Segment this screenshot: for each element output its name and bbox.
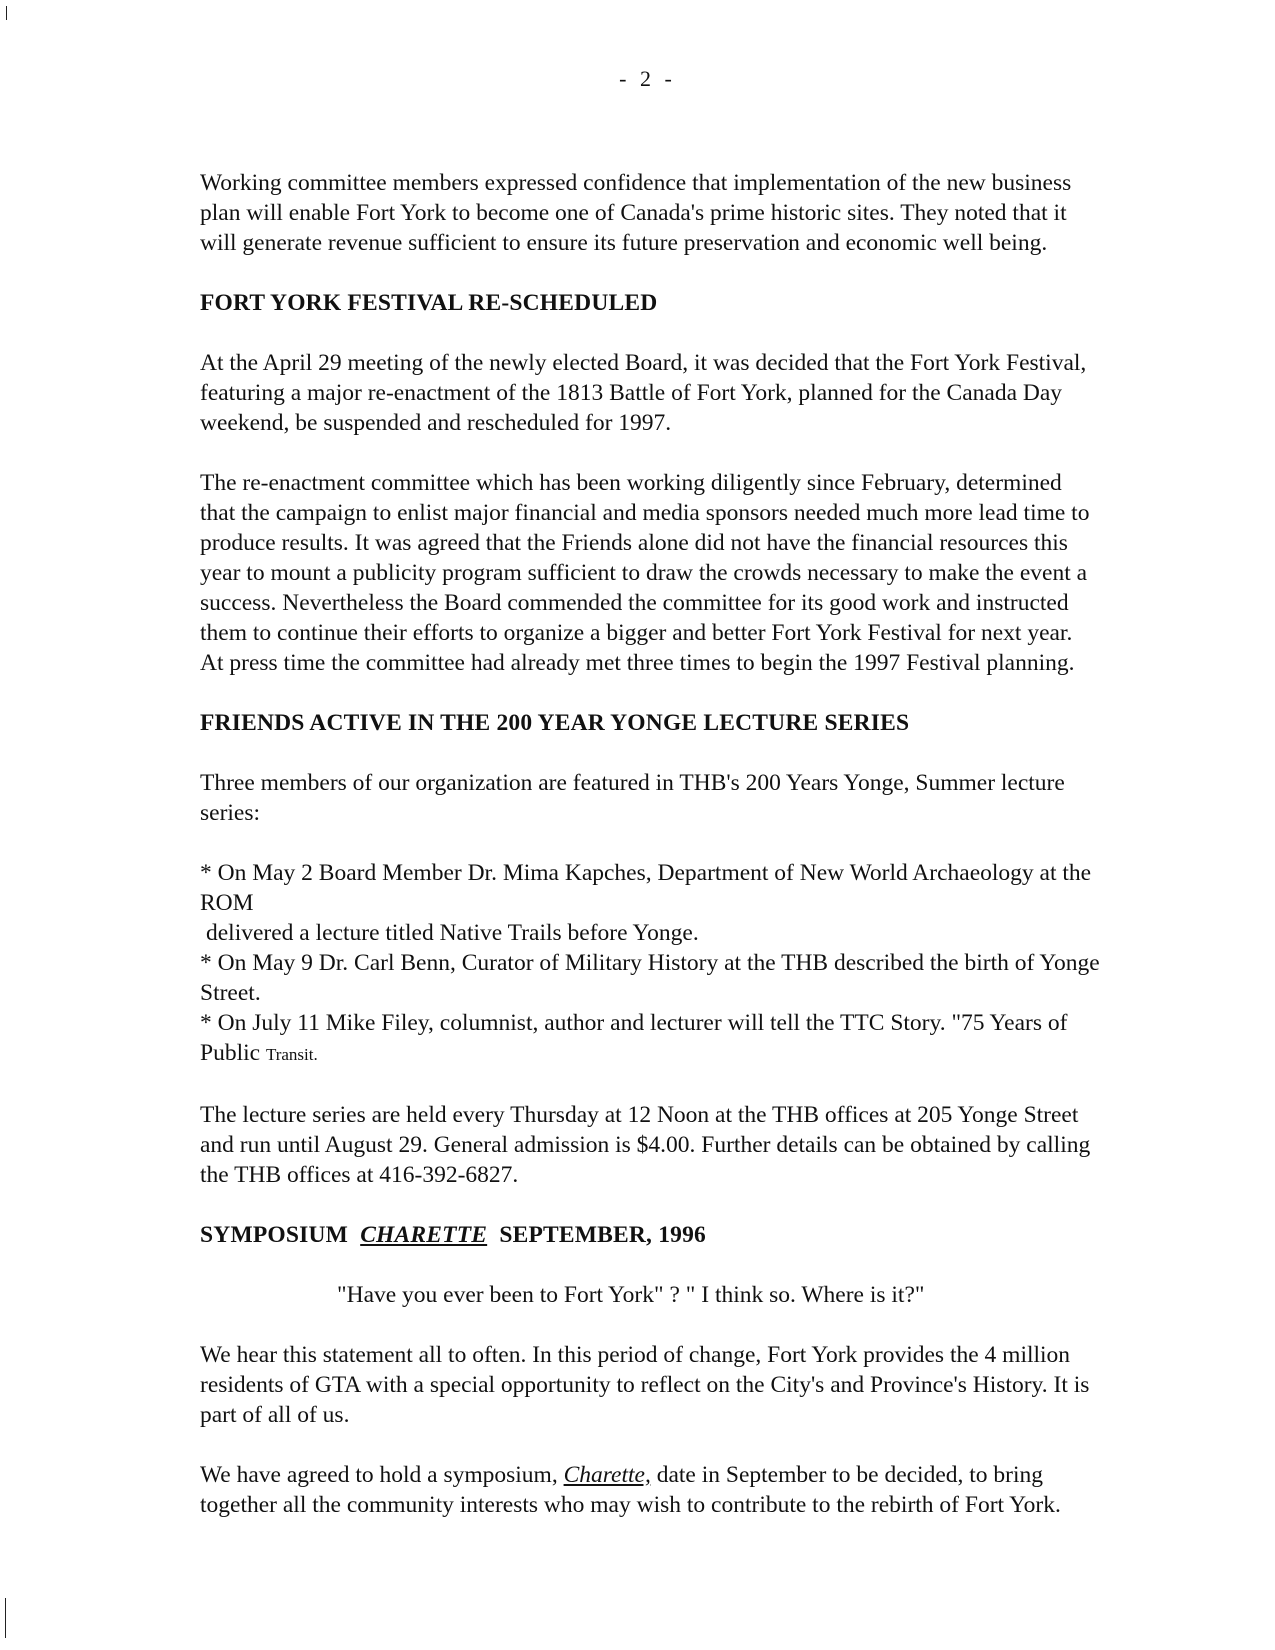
lecture-item-3 [200, 1008, 1100, 1070]
lecture-list [200, 858, 1100, 1070]
symposium-paragraph-1: We hear this statement all to often. In this period of change, Fort York provides the 4 million residents of GTA with a special opportunity to reflect on the City's and Province's History. It is part of all of us. [200, 1342, 1090, 1428]
page-number: - 2 - [619, 66, 676, 91]
symposium-paragraph-2-charette: Charette, [563, 1462, 651, 1488]
festival-paragraph-2: The re-enactment committee which has been working diligently since February, determined that the campaign to enlist major financial and media sponsors needed much more lead time to produce results. It was agreed that the Friends alone did not have the financial resources this year to mount a publicity program sufficient to draw the crowds necessary to make the event a success. Nevertheless the Board commended the committee for its good work and instructed them to continue their efforts to organize a bigger and better Fort York Festival for next year. At press time the committee had already met three times to begin the 1997 Festival planning. [200, 470, 1090, 676]
festival-heading: FORT YORK FESTIVAL RE-SCHEDULED [200, 290, 658, 316]
symposium-paragraph-2-post: date in September to be decided, to bring together all the community interests who may wish to contribute to the rebirth of Fort York. [200, 1462, 1061, 1518]
symposium-heading-post: SEPTEMBER, 1996 [499, 1222, 707, 1248]
symposium-heading [200, 1220, 1100, 1250]
lecture-item-2: * On May 9 Dr. Carl Benn, Curator of Military History at the THB described the birth of Yonge Street. [200, 950, 1100, 1006]
festival-paragraph-1: At the April 29 meeting of the newly elected Board, it was decided that the Fort York Festival, featuring a major re-enactment of the 1813 Battle of Fort York, planned for the Canada Day weekend, be suspended and rescheduled for 1997. [200, 350, 1087, 436]
symposium-heading-pre: SYMPOSIUM [200, 1222, 349, 1248]
symposium-heading-charette: CHARETTE [360, 1222, 488, 1248]
lecture-item-1: * On May 2 Board Member Dr. Mima Kapches, Department of New World Archaeology at the ROM [200, 860, 1092, 916]
scan-corner-mark [6, 6, 7, 20]
lectures-heading: FRIENDS ACTIVE IN THE 200 YEAR YONGE LECTURE SERIES [200, 710, 910, 736]
lectures-intro: Three members of our organization are featured in THB's 200 Years Yonge, Summer lecture series: [200, 770, 1065, 826]
intro-paragraph: Working committee members expressed confidence that implementation of the new business plan will enable Fort York to become one of Canada's prime historic sites. They noted that it will generate revenue sufficient to ensure its future preservation and economic well being. [200, 170, 1072, 256]
lecture-item-1-continued: delivered a lecture titled Native Trails before Yonge. [206, 920, 699, 946]
lecture-item-3-text: * On July 11 Mike Filey, columnist, author and lecturer will tell the TTC Story. "75 Years of Public [200, 1010, 1068, 1066]
symposium-paragraph-2-pre: We have agreed to hold a symposium, [200, 1462, 558, 1488]
symposium-quote: "Have you ever been to Fort York" ? " I think so. Where is it?" [337, 1282, 925, 1308]
symposium-paragraph-2 [200, 1460, 1100, 1520]
lectures-closing: The lecture series are held every Thursday at 12 Noon at the THB offices at 205 Yonge Street and run until August 29. General admission is $4.00. Further details can be obtained by calling the THB offices at 416-392-6827. [200, 1102, 1091, 1188]
document-body [200, 168, 1100, 1550]
scan-margin-mark [5, 1598, 6, 1638]
lecture-item-3-small-text: Transit. [265, 1045, 318, 1064]
